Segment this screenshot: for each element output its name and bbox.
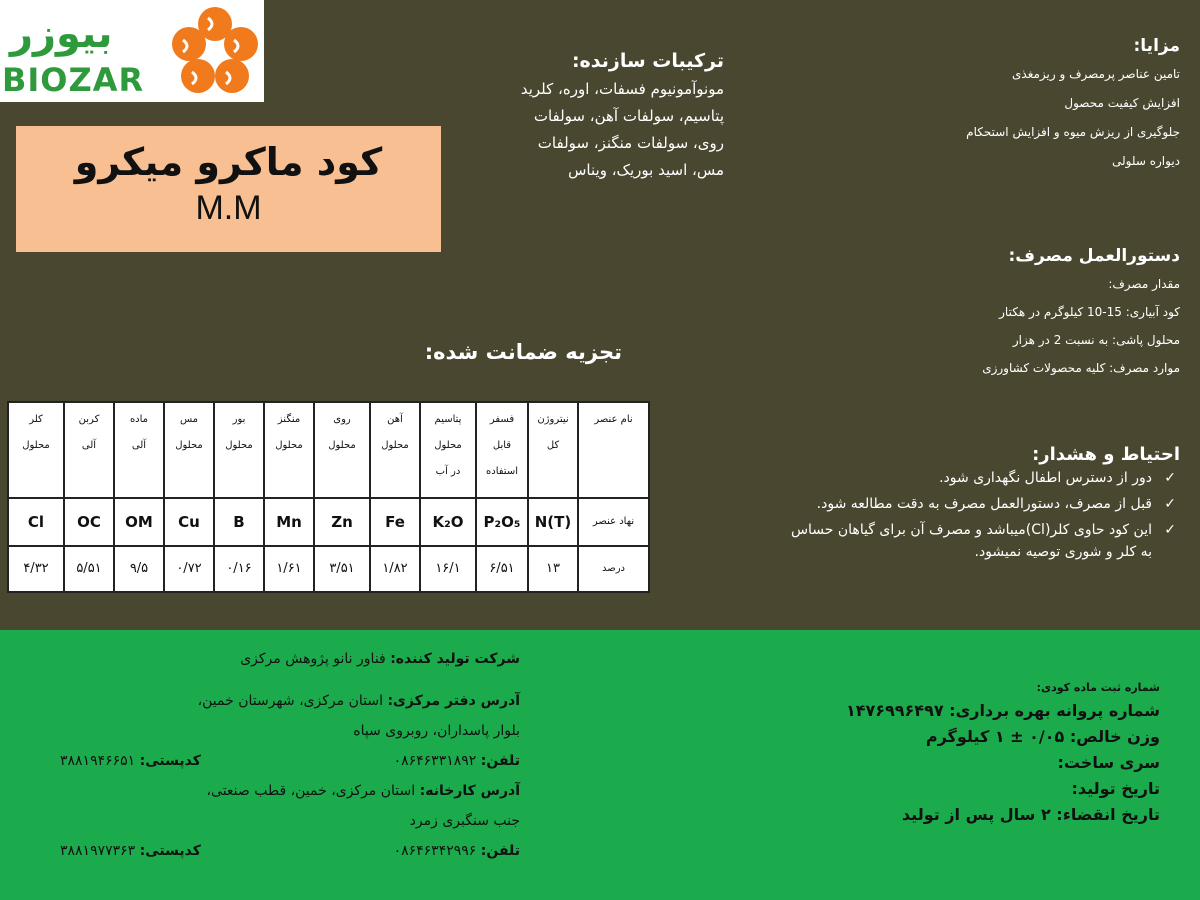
table-cell: بور محلول [214, 402, 264, 498]
checkmark-icon: ✓ [1164, 496, 1176, 512]
checkmark-icon: ✓ [1164, 522, 1176, 538]
table-cell: ۱/۶۱ [264, 546, 314, 593]
advantage-item: جلوگیری از ریزش میوه و افزایش استحکام [966, 125, 1180, 139]
factory-postal: ۳۸۸۱۹۷۷۳۶۳ [60, 843, 136, 859]
office-label: آدرس دفتر مرکزی: [387, 693, 520, 709]
table-cell: ۱۳ [528, 546, 578, 593]
advantage-item: دیواره سلولی [1112, 154, 1180, 168]
warning-text: قبل از مصرف، دستورالعمل مصرف به دقت مطالعه شود. [816, 496, 1152, 512]
usage-title: دستورالعمل مصرف: [1008, 246, 1180, 266]
composition-section [488, 50, 724, 184]
checkmark-icon: ✓ [1164, 470, 1176, 486]
table-cell: کلر محلول [8, 402, 64, 498]
warning-item [790, 519, 1180, 563]
table-cell: کربن آلی [64, 402, 114, 498]
warning-text: دور از دسترس اطفال نگهداری شود. [939, 470, 1152, 486]
warnings-section [790, 444, 1180, 567]
table-cell: آهن محلول [370, 402, 420, 498]
batch-number: سری ساخت: [1057, 753, 1160, 772]
expiry-date: تاریخ انقضاء: ۲ سال پس از تولید [901, 805, 1160, 824]
product-code: M.M [195, 188, 262, 227]
license-number: شماره پروانه بهره برداری: ۱۴۷۶۹۹۶۴۹۷ [845, 701, 1160, 720]
manufacturer-section [60, 644, 520, 866]
spacer [60, 674, 520, 686]
composition-title: ترکیبات سازنده: [571, 50, 724, 72]
table-cell: ۰/۷۲ [164, 546, 214, 593]
logo-persian-text: بیوزر [10, 11, 113, 57]
factory-label: آدرس کارخانه: [419, 783, 520, 799]
table-cell: فسفر قابل استفاده [476, 402, 528, 498]
element-symbol-row [8, 498, 649, 546]
warnings-title: احتیاط و هشدار: [1032, 444, 1180, 465]
company-line [60, 644, 520, 674]
guaranteed-analysis-title: تجزیه ضمانت شده: [424, 340, 622, 364]
table-cell: OC [64, 498, 114, 546]
table-cell: Cu [164, 498, 214, 546]
row-label: نهاد عنصر [578, 498, 649, 546]
percent-row [8, 546, 649, 593]
factory-phone: ۰۸۶۴۶۳۴۲۹۹۶ [393, 843, 477, 859]
warning-item [790, 493, 1180, 515]
office-address-line-2: بلوار پاسداران، روبروی سپاه [353, 723, 520, 739]
usage-item: مقدار مصرف: [1108, 277, 1180, 291]
composition-line: مس، اسید بوریک، ویناس [568, 161, 724, 179]
table-cell: منگنز محلول [264, 402, 314, 498]
factory-address-line-2: جنب سنگبری زمرد [409, 813, 520, 829]
factory-contact-line [60, 836, 520, 866]
table-cell: ۱۶/۱ [420, 546, 476, 593]
table-cell: Mn [264, 498, 314, 546]
row-label: درصد [578, 546, 649, 593]
table-cell: ۹/۵ [114, 546, 164, 593]
table-cell: مس محلول [164, 402, 214, 498]
warning-item [790, 467, 1180, 489]
usage-item: موارد مصرف: کلیه محصولات کشاورزی [982, 361, 1180, 375]
table-cell: Cl [8, 498, 64, 546]
factory-value: استان مرکزی، خمین، قطب صنعتی، [206, 783, 416, 799]
phone-label: تلفن: [480, 843, 520, 859]
table-cell: Zn [314, 498, 370, 546]
usage-section [880, 246, 1180, 382]
production-date: تاریخ تولید: [1071, 779, 1160, 798]
phone-label: تلفن: [480, 753, 520, 769]
office-address-line [60, 686, 520, 716]
usage-item: کود آبیاری: 15-10 کیلوگرم در هکتار [999, 305, 1180, 319]
product-name: کود ماکرو میکرو [74, 140, 383, 184]
table-cell: K₂O [420, 498, 476, 546]
table-cell: OM [114, 498, 164, 546]
product-title-box [16, 126, 441, 252]
advantage-item: تامین عناصر پرمصرف و ریزمغذی [1012, 67, 1180, 81]
table-cell: نیتروژن کل [528, 402, 578, 498]
guaranteed-analysis-table [7, 401, 650, 593]
advantage-item: افزایش کیفیت محصول [1064, 96, 1180, 110]
warning-text: این کود حاوی کلر(Cl)میباشد و مصرف آن برای گیاهان حساس به کلر و شوری توصیه نمیشود. [790, 522, 1152, 560]
office-phone: ۰۸۶۴۶۳۳۱۸۹۲ [393, 753, 477, 769]
table-cell: ۱/۸۲ [370, 546, 420, 593]
usage-item: محلول پاشی: به نسبت 2 در هزار [1012, 333, 1180, 347]
table-cell: ۰/۱۶ [214, 546, 264, 593]
table-cell: روی محلول [314, 402, 370, 498]
element-name-row [8, 402, 649, 498]
composition-line: پتاسیم، سولفات آهن، سولفات [533, 107, 724, 125]
footer-panel [0, 630, 1200, 900]
row-label: نام عنصر [578, 402, 649, 498]
flower-logo-icon [168, 4, 262, 98]
net-weight: وزن خالص: ۰/۰۵ ± ۱ کیلوگرم [925, 727, 1160, 746]
table-cell: پتاسیم محلول در آب [420, 402, 476, 498]
table-cell: N(T) [528, 498, 578, 546]
office-value: استان مرکزی، شهرستان خمین، [197, 693, 383, 709]
table-cell: B [214, 498, 264, 546]
table-cell: ۴/۳۲ [8, 546, 64, 593]
company-value: فناور نانو پژوهش مرکزی [240, 651, 386, 667]
table-cell: ۵/۵۱ [64, 546, 114, 593]
table-cell: ۶/۵۱ [476, 546, 528, 593]
advantages-title: مزایا: [1133, 36, 1180, 56]
company-label: شرکت تولید کننده: [390, 651, 520, 667]
table-cell: ماده آلی [114, 402, 164, 498]
warnings-list [790, 467, 1180, 563]
composition-line: مونوآمونیوم فسفات، اوره، کلرید [520, 80, 724, 98]
table-cell: Fe [370, 498, 420, 546]
registration-number-label: شماره ثبت ماده کودی: [1036, 681, 1160, 694]
logo-latin-text: BIOZAR [2, 61, 145, 99]
logo [0, 0, 264, 102]
table-cell: ۳/۵۱ [314, 546, 370, 593]
office-postal: ۳۸۸۱۹۴۶۶۵۱ [60, 753, 136, 769]
composition-line: روی، سولفات منگنز، سولفات [537, 134, 724, 152]
postal-label: کدپستی: [139, 753, 201, 769]
registration-section [822, 678, 1160, 828]
table-cell: P₂O₅ [476, 498, 528, 546]
advantages-section [880, 36, 1180, 176]
factory-address-line [60, 776, 520, 806]
postal-label: کدپستی: [139, 843, 201, 859]
office-contact-line [60, 746, 520, 776]
